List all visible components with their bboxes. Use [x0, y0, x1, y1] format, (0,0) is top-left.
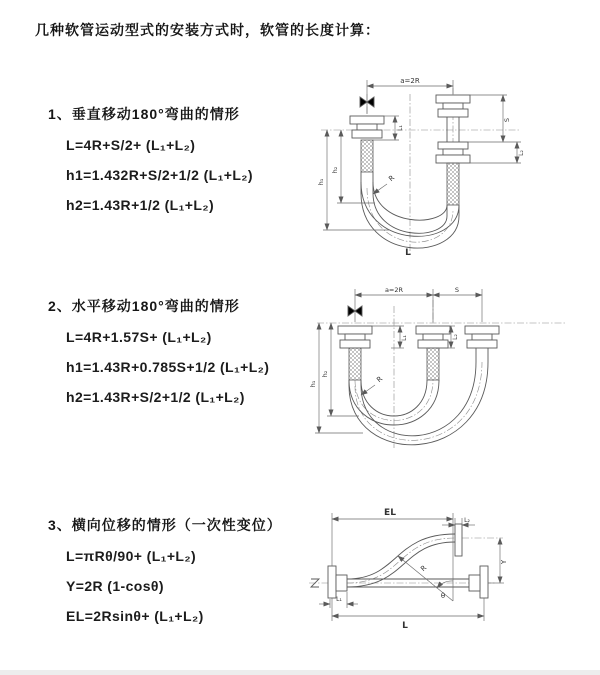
dim-label-theta: θ [440, 592, 446, 600]
dim-label-r: R [419, 563, 429, 574]
dim-label-el: EL [384, 508, 396, 518]
flange-right [480, 566, 488, 598]
dim-label-a2r: a=2R [384, 286, 404, 294]
formula-y: Y=2R (1-cosθ) [66, 578, 164, 594]
braided-hose-section [427, 348, 439, 380]
pipe-fittings [338, 306, 499, 380]
formula-h2: h2=1.43R+S/2+1/2 (L₁+L₂) [66, 389, 245, 405]
dim-label-r: R [375, 374, 385, 385]
page-title: 几种软管运动型式的安装方式时，软管的长度计算： [35, 22, 380, 38]
scan-edge [0, 670, 600, 675]
hose-s-curve [311, 524, 488, 598]
centerlines [321, 88, 521, 256]
dimensions [317, 77, 525, 258]
section-2-heading: 2、水平移动180°弯曲的情形 [48, 298, 240, 314]
flange-top [455, 524, 462, 556]
dim-label-l1: L₁ [336, 596, 342, 603]
dim-label-l2: L₂ [464, 517, 470, 524]
diagram-vertical-180-bend [303, 70, 595, 262]
formula-l: L=4R+1.57S+ (L₁+L₂) [66, 329, 212, 345]
formula-h1: h1=1.43R+0.785S+1/2 (L₁+L₂) [66, 359, 270, 375]
dim-label-h2: h₂ [331, 166, 339, 174]
dim-label-h2: h₂ [321, 370, 329, 378]
formula-l: L=4R+S/2+ (L₁+L₂) [66, 137, 196, 153]
dim-label-l2: L₂ [518, 150, 525, 156]
dim-label-l2: L₂ [452, 334, 459, 340]
dimensions [309, 286, 482, 433]
braided-hose-section [447, 163, 459, 205]
dim-label-y: Y [500, 559, 508, 565]
diagram-horizontal-180-bend [303, 278, 600, 458]
braided-hose-section [361, 140, 373, 172]
dim-label-h1: h₁ [317, 178, 325, 186]
braided-hose-section [349, 348, 361, 380]
formula-l: L=πRθ/90+ (L₁+L₂) [66, 548, 197, 564]
dim-label-r: R [387, 173, 397, 184]
dim-label-s: S [454, 286, 460, 294]
formula-h1: h1=1.432R+S/2+1/2 (L₁+L₂) [66, 167, 253, 183]
diagram-lateral-displacement [295, 498, 600, 645]
flange-left [328, 566, 336, 598]
section-1-heading: 1、垂直移动180°弯曲的情形 [48, 106, 240, 122]
hose-u-bends [349, 348, 488, 445]
dim-label-l1: L₁ [401, 335, 408, 341]
dim-label-a2r: a=2R [400, 77, 420, 85]
formula-el: EL=2Rsinθ+ (L₁+L₂) [66, 608, 204, 624]
dim-label-s: S [503, 117, 511, 123]
formula-h2: h2=1.43R+1/2 (L₁+L₂) [66, 197, 215, 213]
dim-label-l: L [405, 248, 411, 258]
section-3-heading: 3、横向位移的情形（一次性变位） [48, 517, 282, 533]
dim-label-h1: h₁ [309, 380, 317, 388]
dim-label-l1: L₁ [397, 125, 404, 131]
dim-label-l: L [402, 621, 408, 631]
